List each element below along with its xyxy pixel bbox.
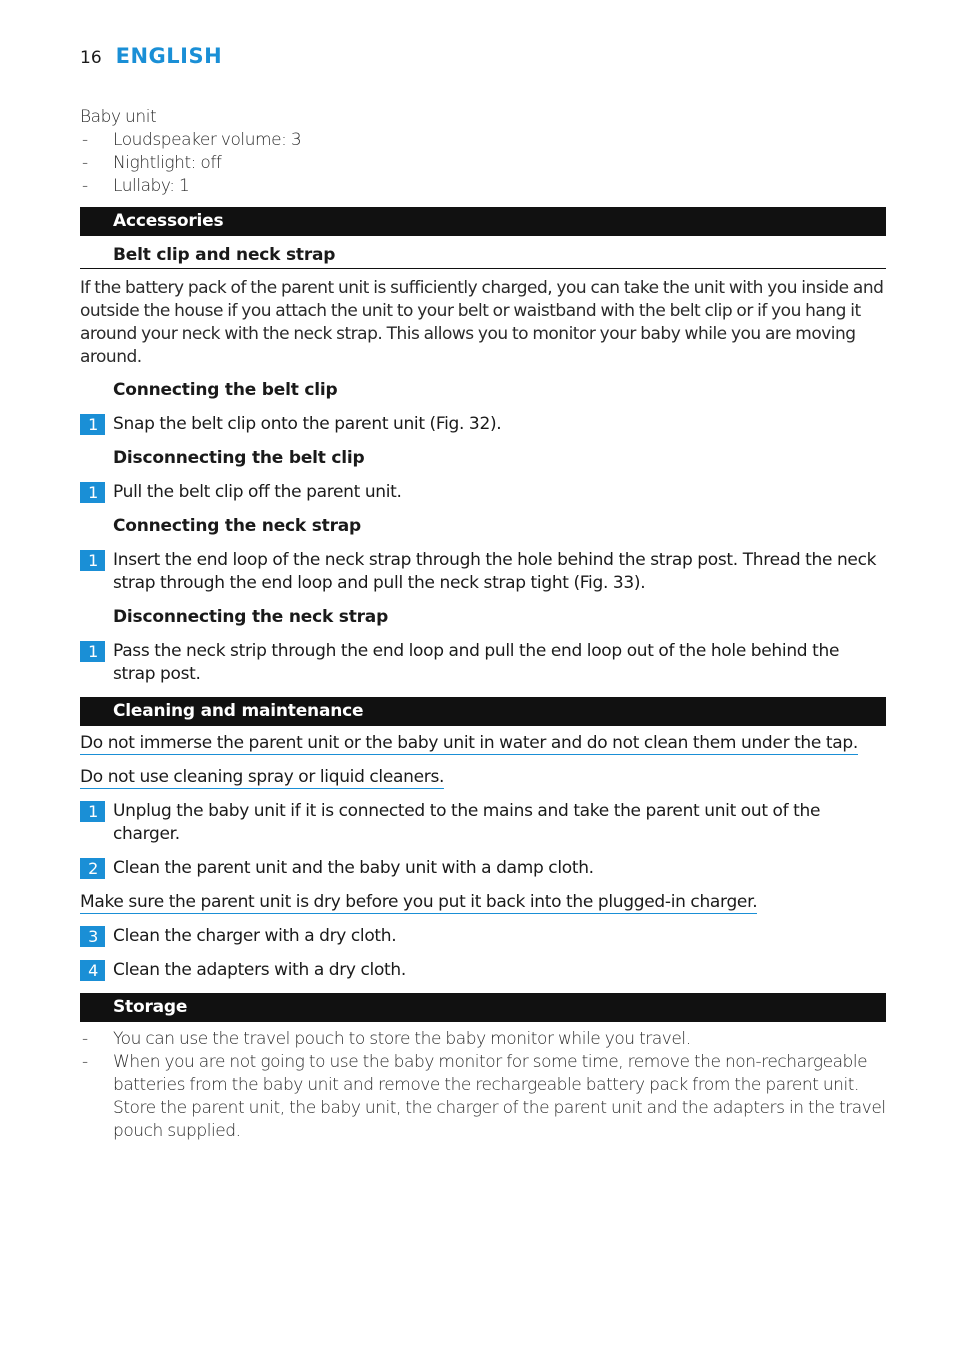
subheading-connecting-neck-strap: Connecting the neck strap: [113, 516, 361, 536]
list-dash: -: [82, 1029, 88, 1049]
step-number-badge: 2: [80, 858, 105, 879]
list-item-text: Loudspeaker volume: 3: [113, 130, 302, 150]
accessories-intro: If the battery pack of the parent unit is sufficiently charged, you can take the unit with you inside and outside the house if you attach the unit to your belt or waistband with the belt clip or if you hang it around your neck with the neck strap. This allows you to monitor your baby while you are moving around.: [80, 278, 884, 367]
warning-note: [80, 766, 886, 789]
step-number-badge: 3: [80, 926, 105, 947]
step-item: [80, 640, 886, 686]
step-number-badge: 1: [80, 482, 105, 503]
step-text: Insert the end loop of the neck strap through the hole behind the strap post. Thread the neck strap through the end loop and pull the neck strap tight (Fig. 33).: [113, 550, 877, 593]
list-dash: -: [82, 130, 88, 150]
subheading-disconnecting-belt-clip: Disconnecting the belt clip: [113, 448, 365, 468]
step-text: Pull the belt clip off the parent unit.: [113, 482, 402, 502]
section-heading-storage: Storage: [80, 993, 886, 1022]
list-item: [80, 152, 886, 175]
section-heading-accessories: Accessories: [80, 207, 886, 236]
step-item: [80, 549, 886, 595]
step-item: [80, 857, 886, 880]
warning-text: Make sure the parent unit is dry before you put it back into the plugged-in charger.: [80, 892, 758, 912]
warning-note: [80, 732, 886, 755]
page-content: [80, 106, 886, 1143]
list-dash: -: [82, 1052, 88, 1072]
language-label: ENGLISH: [115, 44, 223, 68]
section-heading-cleaning: Cleaning and maintenance: [80, 697, 886, 726]
warning-note: [80, 891, 886, 914]
warning-text: Do not use cleaning spray or liquid cleaners.: [80, 767, 445, 787]
baby-unit-settings: [80, 106, 886, 198]
step-item: [80, 959, 886, 982]
step-item: [80, 413, 886, 436]
list-dash: -: [82, 176, 88, 196]
step-text: Clean the parent unit and the baby unit with a damp cloth.: [113, 858, 594, 878]
step-number-badge: 4: [80, 960, 105, 981]
subheading-connecting-belt-clip: Connecting the belt clip: [113, 380, 338, 400]
list-item: [80, 175, 886, 198]
step-item: [80, 800, 886, 846]
step-number-badge: 1: [80, 550, 105, 571]
subheading-belt-clip-neck-strap: Belt clip and neck strap: [80, 242, 886, 269]
step-item: [80, 925, 886, 948]
list-item: [80, 1051, 886, 1143]
subheading-disconnecting-neck-strap: Disconnecting the neck strap: [113, 607, 389, 627]
list-item-text: You can use the travel pouch to store the baby monitor while you travel.: [113, 1029, 691, 1049]
step-number-badge: 1: [80, 801, 105, 822]
list-item-text: Nightlight: off: [113, 153, 222, 173]
step-text: Pass the neck strip through the end loop and pull the end loop out of the hole behind the strap post.: [113, 641, 840, 684]
warning-text: Do not immerse the parent unit or the baby unit in water and do not clean them under the tap.: [80, 733, 858, 753]
step-text: Snap the belt clip onto the parent unit (Fig. 32).: [113, 414, 502, 434]
baby-unit-title: Baby unit: [80, 107, 157, 127]
list-item: [80, 129, 886, 152]
step-number-badge: 1: [80, 414, 105, 435]
list-dash: -: [82, 153, 88, 173]
step-item: [80, 481, 886, 504]
step-number-badge: 1: [80, 641, 105, 662]
step-text: Clean the charger with a dry cloth.: [113, 926, 397, 946]
list-item-text: When you are not going to use the baby monitor for some time, remove the non-rechargeable batteries from the baby unit and remove the rechargeable battery pack from the parent unit. Store the parent unit, the baby unit, the charger of the parent unit and the adapters in the travel pouch supplied.: [113, 1052, 886, 1141]
step-text: Unplug the baby unit if it is connected to the mains and take the parent unit out of the charger.: [113, 801, 821, 844]
page-number: 16: [80, 48, 102, 68]
page-header: [80, 44, 222, 78]
list-item: [80, 1028, 886, 1051]
list-item-text: Lullaby: 1: [113, 176, 190, 196]
step-text: Clean the adapters with a dry cloth.: [113, 960, 406, 980]
